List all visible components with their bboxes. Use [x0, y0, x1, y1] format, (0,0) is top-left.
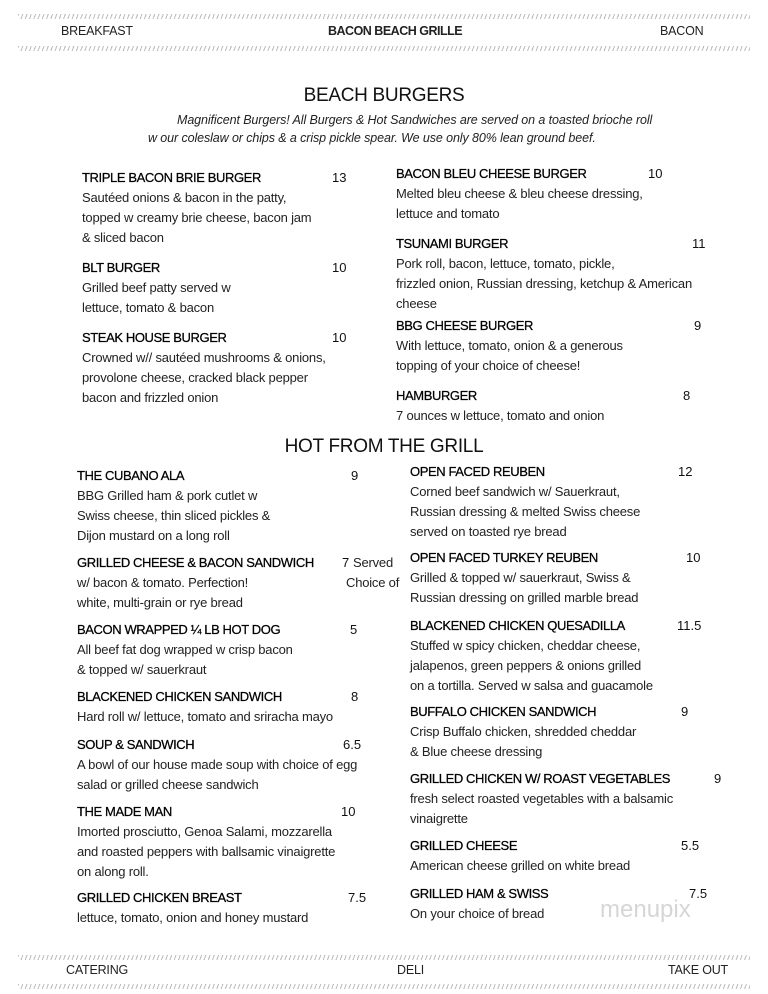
menu-item-description: Russian dressing on grilled marble bread [410, 590, 639, 605]
menu-item-description: On your choice of bread [410, 906, 545, 921]
menu-item-price: 10 [332, 330, 347, 345]
menu-item-name: BUFFALO CHICKEN SANDWICH [410, 704, 597, 719]
menu-item-name: THE MADE MAN [77, 804, 172, 819]
burgers-intro-line: w our coleslaw or chips & a crisp pickle spear. We use only 80% lean ground beef. [148, 131, 596, 145]
menu-item-description: Melted bleu cheese & bleu cheese dressing, [396, 186, 643, 201]
menu-item-description: bacon and frizzled onion [82, 390, 219, 405]
menu-item-description: jalapenos, green peppers & onions grilled [410, 658, 642, 673]
menu-item-name: BLACKENED CHICKEN QUESADILLA [410, 618, 625, 633]
menu-item-price: 7 [342, 555, 350, 570]
menu-item-name: SOUP & SANDWICH [77, 737, 195, 752]
menu-item-price: 7.5 [689, 886, 708, 901]
section-title-grill: HOT FROM THE GRILL [284, 436, 484, 457]
menu-item-name: GRILLED CHEESE [410, 838, 518, 853]
menu-item-description: & Blue cheese dressing [410, 744, 543, 759]
burgers-intro-line: Magnificent Burgers! All Burgers & Hot Sandwiches are served on a toasted brioche roll [177, 113, 653, 127]
menu-item-description: Imorted prosciutto, Genoa Salami, mozzarella [77, 824, 332, 839]
menu-item-name: OPEN FACED TURKEY REUBEN [410, 550, 598, 565]
menu-item-price: 7.5 [348, 890, 367, 905]
menu-item-description: vinaigrette [410, 811, 468, 826]
menu-item-description: A bowl of our house made soup with choice of egg [77, 757, 358, 772]
menu-item-name: GRILLED CHEESE & BACON SANDWICH [77, 555, 314, 570]
menu-item-description: 7 ounces w lettuce, tomato and onion [396, 408, 605, 423]
menu-item-description: Swiss cheese, thin sliced pickles & [77, 508, 271, 523]
menu-item-description: lettuce, tomato, onion and honey mustard [77, 910, 309, 925]
menu-item-name: STEAK HOUSE BURGER [82, 330, 227, 345]
menu-item-description: Grilled beef patty served w [82, 280, 231, 295]
menu-item-name: GRILLED CHICKEN W/ ROAST VEGETABLES [410, 771, 671, 786]
menu-item-name: TRIPLE BACON BRIE BURGER [82, 170, 261, 185]
header-divider [18, 46, 750, 51]
menu-item-name: OPEN FACED REUBEN [410, 464, 545, 479]
menu-item-description: on a tortilla. Served w salsa and guacamole [410, 678, 653, 693]
menu-item-price: 11.5 [677, 618, 702, 633]
menu-item-price: 10 [341, 804, 356, 819]
menu-item-description: Crowned w// sautéed mushrooms & onions, [82, 350, 326, 365]
menu-item-note: Served [353, 555, 393, 570]
menu-item-description: With lettuce, tomato, onion & a generous [396, 338, 623, 353]
menu-item-price: 12 [678, 464, 693, 479]
menu-item-name: GRILLED HAM & SWISS [410, 886, 549, 901]
menu-item-name: BACON BLEU CHEESE BURGER [396, 166, 587, 181]
menu-item-description: All beef fat dog wrapped w crisp bacon [77, 642, 293, 657]
nav-bacon[interactable]: BACON [660, 24, 704, 38]
menu-item-name: THE CUBANO ALA [77, 468, 185, 483]
menu-item-note: Choice of [346, 575, 400, 590]
menu-item-description: topping of your choice of cheese! [396, 358, 581, 373]
menu-item-description: Pork roll, bacon, lettuce, tomato, pickle, [396, 256, 615, 271]
menu-item-description: and roasted peppers with ballsamic vinaigrette [77, 844, 336, 859]
menu-item-description: w/ bacon & tomato. Perfection! [77, 575, 249, 590]
menu-item-price: 9 [681, 704, 689, 719]
menu-item-name: BLACKENED CHICKEN SANDWICH [77, 689, 282, 704]
nav-breakfast[interactable]: BREAKFAST [61, 24, 133, 38]
menu-item-name: BBG CHEESE BURGER [396, 318, 533, 333]
menu-item-description: BBG Grilled ham & pork cutlet w [77, 488, 258, 503]
menu-item-description: salad or grilled cheese sandwich [77, 777, 259, 792]
menu-item-description: cheese [396, 296, 437, 311]
menu-item-description: served on toasted rye bread [410, 524, 567, 539]
menu-item-price: 10 [686, 550, 701, 565]
menu-item-price: 9 [351, 468, 359, 483]
menu-item-price: 9 [694, 318, 702, 333]
menu-item-description: Crisp Buffalo chicken, shredded cheddar [410, 724, 637, 739]
menu-item-price: 8 [351, 689, 359, 704]
menu-item-price: 11 [692, 236, 706, 251]
menu-item-description: lettuce, tomato & bacon [82, 300, 214, 315]
menu-item-description: topped w creamy brie cheese, bacon jam [82, 210, 312, 225]
menu-item-price: 10 [648, 166, 663, 181]
menu-item-description: American cheese grilled on white bread [410, 858, 631, 873]
restaurant-name: BACON BEACH GRILLE [328, 24, 463, 38]
menu-item-description: & sliced bacon [82, 230, 164, 245]
menu-item-description: lettuce and tomato [396, 206, 500, 221]
menu-item-name: BACON WRAPPED ¼ LB HOT DOG [77, 622, 281, 637]
menu-item-description: white, multi-grain or rye bread [77, 595, 243, 610]
menu-item-description: fresh select roasted vegetables with a balsamic [410, 791, 674, 806]
menu-item-description: Russian dressing & melted Swiss cheese [410, 504, 641, 519]
menu-item-price: 5.5 [681, 838, 700, 853]
menu-item-price: 9 [714, 771, 722, 786]
menu-item-description: Stuffed w spicy chicken, cheddar cheese, [410, 638, 641, 653]
menu-item-price: 8 [683, 388, 691, 403]
nav-take-out[interactable]: TAKE OUT [668, 963, 728, 977]
menu-item-price: 10 [332, 260, 347, 275]
menu-item-description: Dijon mustard on a long roll [77, 528, 230, 543]
menu-item-price: 13 [332, 170, 347, 185]
footer-divider [18, 955, 750, 960]
menu-item-description: Hard roll w/ lettuce, tomato and sriracha mayo [77, 709, 333, 724]
menu-item-description: Corned beef sandwich w/ Sauerkraut, [410, 484, 620, 499]
section-title-burgers: BEACH BURGERS [303, 85, 465, 106]
menu-item-price: 5 [350, 622, 358, 637]
menu-item-price: 6.5 [343, 737, 362, 752]
menu-item-name: BLT BURGER [82, 260, 160, 275]
menu-item-description: on along roll. [77, 864, 149, 879]
nav-deli[interactable]: DELI [397, 963, 424, 977]
nav-catering[interactable]: CATERING [66, 963, 129, 977]
footer-bottom-divider [18, 984, 750, 989]
menu-item-name: GRILLED CHICKEN BREAST [77, 890, 242, 905]
menu-item-description: Grilled & topped w/ sauerkraut, Swiss & [410, 570, 631, 585]
menu-item-description: provolone cheese, cracked black pepper [82, 370, 308, 385]
top-divider [18, 14, 750, 19]
menu-item-description: & topped w/ sauerkraut [77, 662, 207, 677]
menu-item-name: HAMBURGER [396, 388, 477, 403]
watermark: menupix [600, 896, 691, 923]
menu-item-description: frizzled onion, Russian dressing, ketchup & American [396, 276, 692, 291]
menu-item-description: Sautéed onions & bacon in the patty, [82, 190, 287, 205]
menu-item-name: TSUNAMI BURGER [396, 236, 509, 251]
